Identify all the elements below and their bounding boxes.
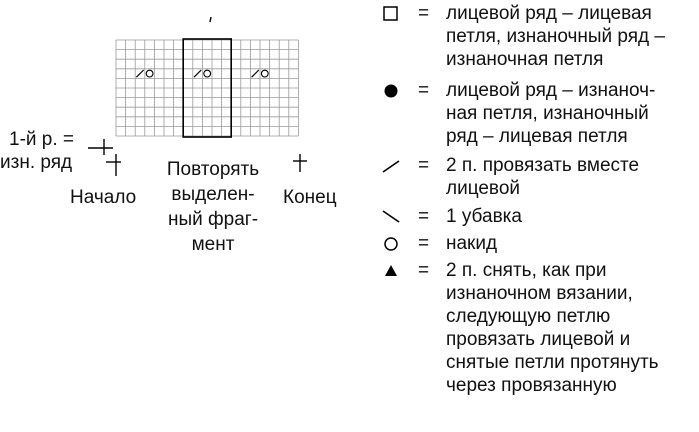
legend-item-purl xyxy=(378,79,698,151)
legend-equals: = xyxy=(418,206,430,227)
legend-text: накид xyxy=(446,233,498,254)
legend-item-k2tog xyxy=(378,154,698,202)
square-icon xyxy=(378,2,404,26)
legend-text: 2 п. провязать вместе лицевой xyxy=(446,155,640,199)
tick-top xyxy=(210,17,211,22)
repeat-label-line3: ный фраг- xyxy=(167,209,259,230)
legend-item-double-decrease xyxy=(378,259,698,409)
legend-text: лицевой ряд – лицевая петля, изнаночный ряд – изнаночная петля xyxy=(446,3,665,70)
legend-item-knit xyxy=(378,2,698,74)
circle-icon xyxy=(378,232,404,256)
legend-text: лицевой ряд – изнаноч- ная петля, изнаночный ряд – лицевая петля xyxy=(446,80,656,147)
filled-circle-icon xyxy=(378,79,404,103)
repeat-label-line1: Повторять xyxy=(166,159,260,180)
first-row-label-line2: изн. ряд xyxy=(0,152,73,173)
yarn-over-symbol xyxy=(146,70,153,77)
start-label: Начало xyxy=(70,187,137,208)
triangle-icon xyxy=(378,259,404,283)
yarn-over-symbol xyxy=(261,70,268,77)
backslash-icon xyxy=(378,205,404,229)
k2tog-symbol xyxy=(252,70,259,77)
legend-text: 2 п. снять, как при изнаночном вязании, следующую петлю провязать лицевой и снятые петли протянуть через провязанную xyxy=(446,260,659,396)
legend-equals: = xyxy=(418,155,430,176)
legend-equals: = xyxy=(418,233,430,254)
slash-icon xyxy=(378,154,404,178)
k2tog-symbol xyxy=(194,70,201,77)
end-label: Конец xyxy=(283,187,337,208)
legend-equals: = xyxy=(418,260,430,281)
repeat-label-line2: выделен- xyxy=(171,184,255,205)
k2tog-symbol xyxy=(136,70,143,77)
first-row-label-line1: 1-й р. = xyxy=(9,129,75,150)
legend-equals: = xyxy=(418,80,430,101)
legend-text: 1 убавка xyxy=(446,206,522,227)
yarn-over-symbol xyxy=(204,70,211,77)
legend-equals: = xyxy=(418,3,430,24)
tick-marks xyxy=(88,17,307,176)
chart-grid xyxy=(116,40,298,136)
repeat-label-line4: мент xyxy=(191,234,235,255)
legend-item-decrease xyxy=(378,205,698,229)
legend-item-yarn-over xyxy=(378,232,698,256)
